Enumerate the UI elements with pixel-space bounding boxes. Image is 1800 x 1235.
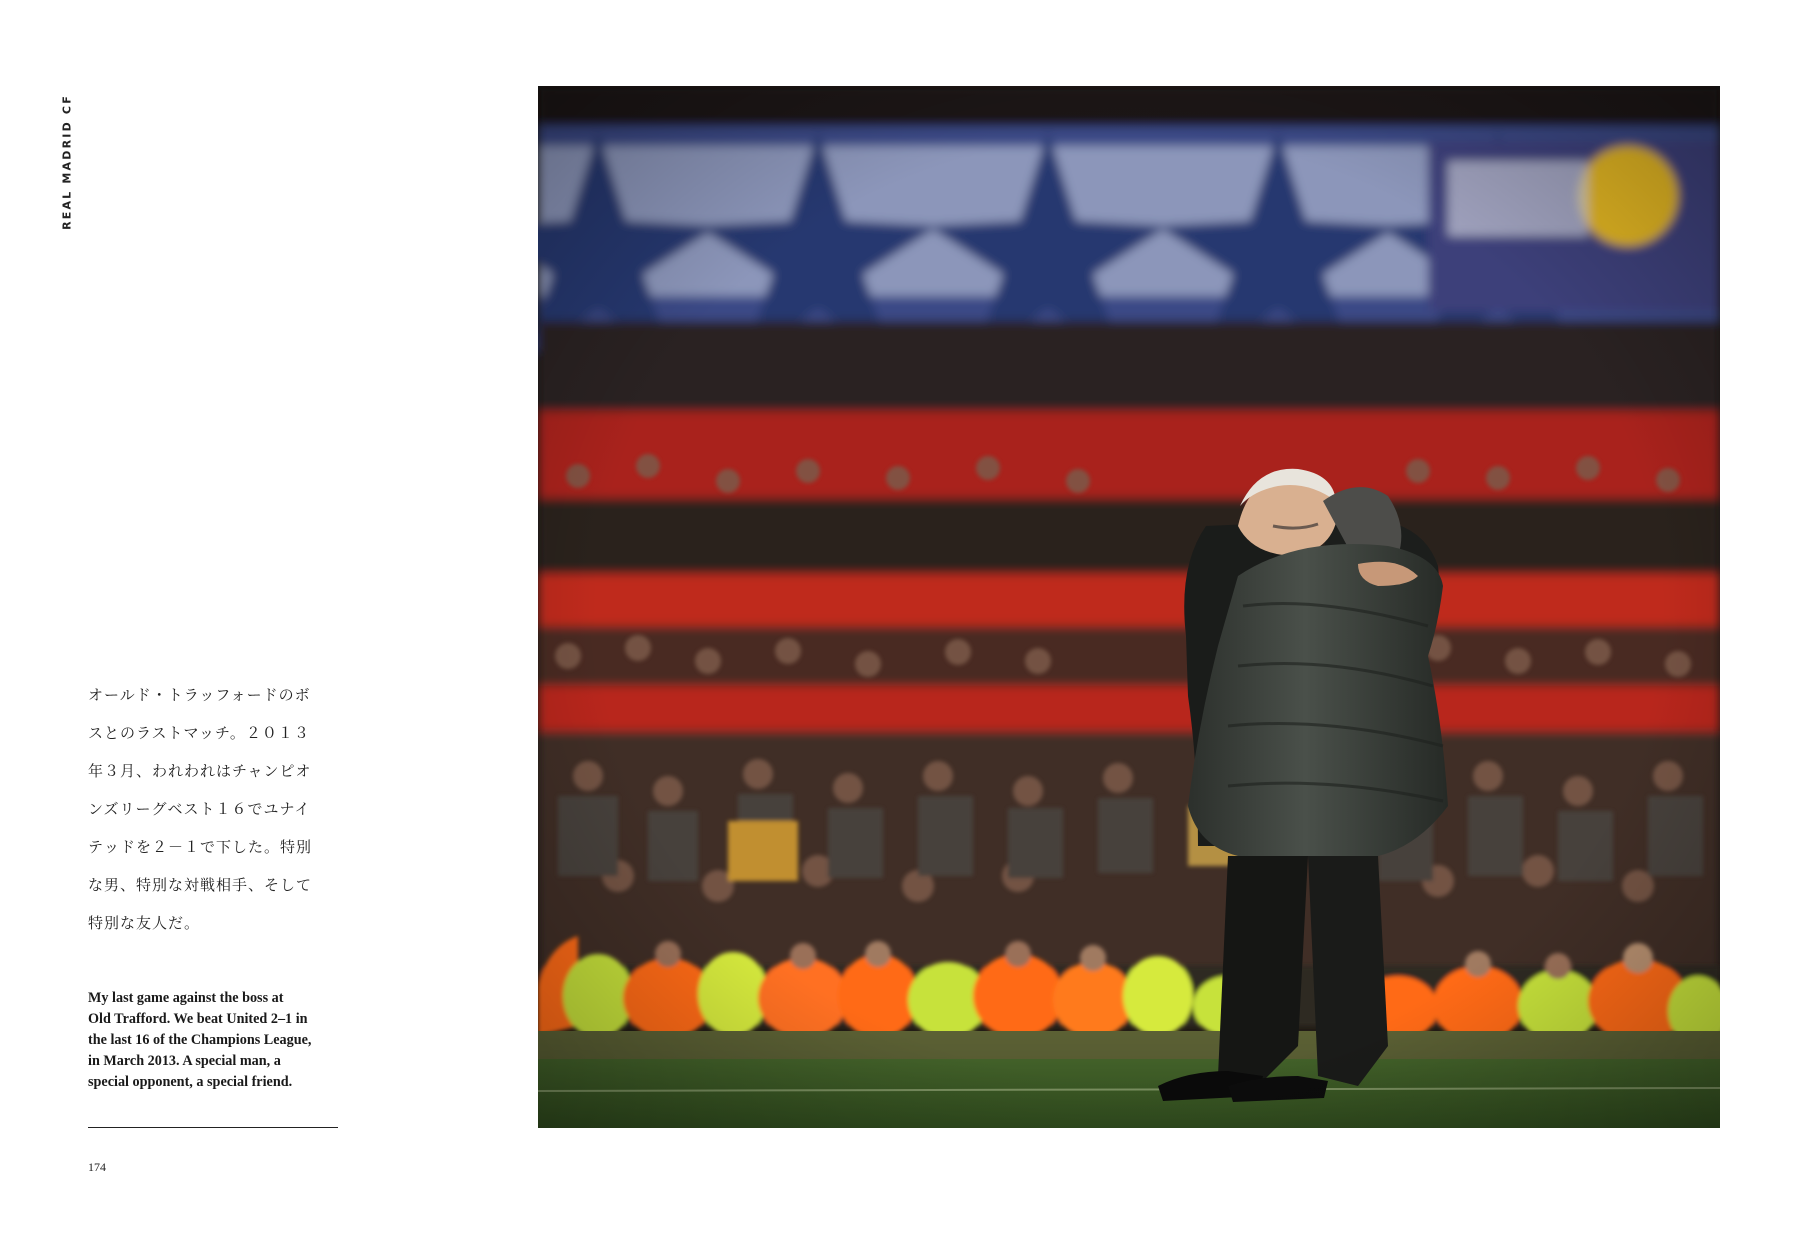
japanese-caption-line: オールド・トラッフォードのボ (88, 686, 311, 704)
english-caption-line: in March 2013. A special man, a (88, 1053, 281, 1069)
japanese-caption-line: 年３月、われわれはチャンピオ (88, 762, 312, 780)
japanese-caption-line: な男、特別な対戦相手、そして (88, 876, 313, 894)
running-head-text: REAL MADRID CF (60, 94, 74, 230)
caption-rule (88, 1127, 338, 1128)
photo-illustration (538, 86, 1720, 1128)
page-number: 174 (88, 1160, 106, 1174)
english-caption-line: the last 16 of the Champions League, (88, 1032, 312, 1048)
english-caption-line: Old Trafford. We beat United 2–1 in (88, 1011, 308, 1027)
english-caption-line: My last game against the boss at (88, 990, 284, 1006)
japanese-caption-line: ンズリーグベスト１６でユナイ (88, 800, 311, 818)
japanese-caption-line: テッドを２－１で下した。特別 (88, 838, 313, 856)
japanese-caption (88, 676, 358, 942)
photo-managers-embrace (538, 86, 1720, 1128)
running-head (56, 92, 78, 232)
english-caption-line: special opponent, a special friend. (88, 1074, 293, 1090)
english-caption (88, 988, 350, 1093)
japanese-caption-line: スとのラストマッチ。２０１３ (88, 724, 310, 742)
japanese-caption-line: 特別な友人だ。 (88, 914, 201, 932)
